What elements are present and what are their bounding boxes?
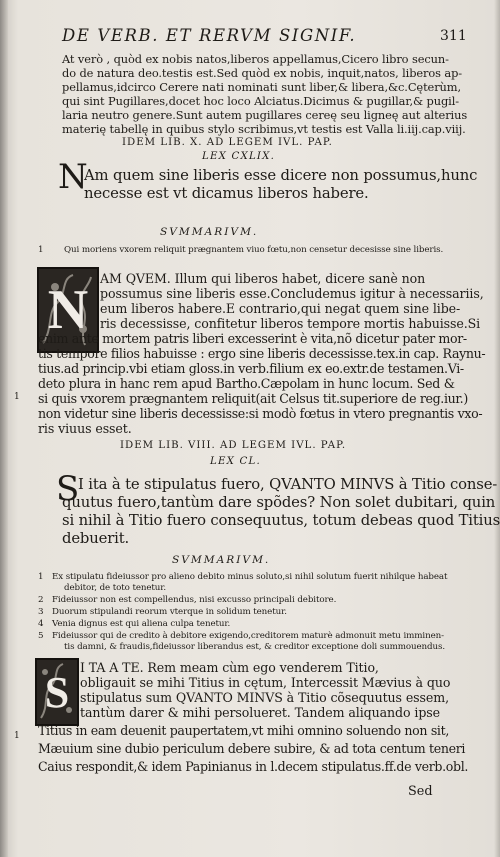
summary-number: 5 bbox=[38, 631, 44, 641]
summary-item: Fideiussor non est compellendus, nisi excusso principali debitore. bbox=[52, 595, 337, 605]
margin-note-number: 1 bbox=[14, 392, 20, 402]
drop-initial: N bbox=[47, 279, 89, 341]
summary-number: 1 bbox=[38, 572, 44, 582]
summary-item: Duorum stipulandi reorum vterque in solidum tenetur. bbox=[52, 607, 287, 617]
law-text-line: necesse est vt dicamus liberos habere. bbox=[84, 185, 369, 202]
commentary-line: I TA A TE. Rem meam cùm ego venderem Titio, bbox=[80, 660, 379, 675]
commentary-line: non videtur sine liberis decessisse:si modò fœtus in vtero pregnantis vxo- bbox=[38, 406, 483, 421]
commentary-line: obligauit se mihi Titius in cętum, Intercessit Mævius à quo bbox=[80, 675, 451, 690]
commentary-line: possumus sine liberis esse.Concludemus igitur à necessariis, bbox=[100, 286, 484, 301]
page-number: 311 bbox=[440, 28, 467, 44]
drop-initial: S bbox=[44, 667, 70, 717]
law-text-line: debuerit. bbox=[62, 530, 130, 547]
law-text-line: I ita à te stipulatus fuero, QVANTO MINVS à Titio conse- bbox=[78, 476, 498, 493]
commentary-line: deto plura in hanc rem apud Bartho.Cæpolam in hunc locum. Sed & bbox=[38, 376, 455, 391]
law-text-line: Am quem sine liberis esse dicere non possumus,hunc bbox=[84, 167, 478, 184]
commentary-line: Mæuium sine dubio periculum debere subire, & ad tota centum teneri bbox=[38, 741, 466, 756]
intro-line: At verò , quòd ex nobis natos,liberos appellamus,Cicero libro secun- bbox=[62, 52, 449, 66]
summary-item: Ex stipulatu fideiussor pro alieno debito minus soluto,si nihil solutum fuerit nihilque habeat bbox=[52, 572, 448, 582]
commentary-line: tius.ad princip.vbi etiam gloss.in verb.filium ex eo.extr.de testamen.Vi- bbox=[38, 361, 464, 376]
commentary-line: eum liberos habere.E contrario,qui negat quem sine libe- bbox=[100, 301, 461, 316]
commentary-line: AM QVEM. Illum qui liberos habet, dicere sanè non bbox=[100, 271, 426, 286]
law-text-line: si nihil à Titio fuero consequutus, totum debeas quod Titius bbox=[62, 512, 500, 529]
page-edge-shadow bbox=[494, 0, 500, 857]
intro-line: pellamus,idcirco Cerere nati nominati sunt liber,& libera,&c.Cęterùm, bbox=[62, 80, 461, 94]
summary-number: 1 bbox=[38, 245, 44, 255]
law-text-line: quutus fuero,tantùm dare spõdes? Non solet dubitari, quin bbox=[62, 494, 496, 511]
initial-letter: N bbox=[58, 157, 88, 197]
commentary-line: Titius in eam deuenit paupertatem,vt mihi omnino soluendo non sit, bbox=[38, 723, 449, 738]
section-heading: IDEM LIB. VIII. AD LEGEM IVL. PAP. bbox=[120, 440, 347, 451]
summary-item: Venia dignus est qui aliena culpa tenetur. bbox=[52, 619, 231, 629]
summary-item-cont: tis damni, & fraudis,fideiussor liberandus est, & creditor exceptione doli summouendus. bbox=[64, 642, 445, 652]
ornamental-initial-s bbox=[35, 658, 79, 726]
summarium-title: SVMMARIVM. bbox=[172, 554, 271, 566]
summary-item: Fideiussor qui de credito à debitore exigendo,creditorem maturè admonuit metu imminen- bbox=[52, 631, 444, 641]
summary-item: Qui moriens vxorem reliquit prægnantem viuo fœtu,non censetur decesisse sine liberis. bbox=[64, 245, 444, 255]
summary-item-cont: debitor, de toto tenetur. bbox=[64, 583, 167, 593]
commentary-line: stipulatus sum QVANTO MINVS à Titio cõsequutus essem, bbox=[80, 690, 450, 705]
lex-number: LEX CXLIX. bbox=[202, 151, 276, 162]
intro-line: do de natura deo.testis est.Sed quòd ex nobis, inquit,natos, liberos ap- bbox=[62, 66, 463, 80]
margin-note-number: 1 bbox=[14, 731, 20, 741]
book-spine-shadow bbox=[0, 0, 8, 857]
section-heading: IDEM LIB. X. AD LEGEM IVL. PAP. bbox=[122, 137, 333, 148]
commentary-line: tantùm darer & mihi persolueret. Tandem aliquando ipse bbox=[80, 705, 441, 720]
summary-number: 3 bbox=[38, 607, 44, 617]
commentary-line: si quis vxorem prægnantem reliquit(ait Celsus tit.superiore de reg.iur.) bbox=[38, 391, 468, 406]
lex-number: LEX CL. bbox=[210, 456, 261, 467]
intro-line: qui sint Pugillares,docet hoc loco Alciatus.Dicimus & pugillar,& pugil- bbox=[62, 94, 459, 108]
summary-number: 4 bbox=[38, 619, 44, 629]
commentary-line: ris viuus esset. bbox=[38, 421, 132, 436]
initial-letter: S bbox=[56, 469, 80, 509]
summary-number: 2 bbox=[38, 595, 44, 605]
summarium-title: SVMMARIVM. bbox=[160, 226, 259, 238]
intro-line: materię tabellę in quibus stylo scribimus,vt testis est Valla li.iij.cap.viij. bbox=[62, 122, 466, 136]
commentary-line: ris decessisse, confitetur liberos tempore mortis habuisse.Si bbox=[100, 316, 481, 331]
commentary-line: enim ante mortem patris liberi excesserint è vita,nõ dicetur pater mor- bbox=[38, 331, 467, 346]
intro-line: laria neutro genere.Sunt autem pugillares cereę seu ligneę aut alterius bbox=[62, 108, 468, 122]
running-title: DE VERB. ET RERVM SIGNIF. bbox=[62, 26, 357, 45]
commentary-line: Caius respondit,& idem Papinianus in l.decem stipulatus.ff.de verb.obl. bbox=[38, 759, 469, 774]
catchword: Sed bbox=[408, 784, 433, 799]
commentary-line: tis tempore filios habuisse : ergo sine liberis decessisse.tex.in cap. Raynu- bbox=[38, 346, 486, 361]
